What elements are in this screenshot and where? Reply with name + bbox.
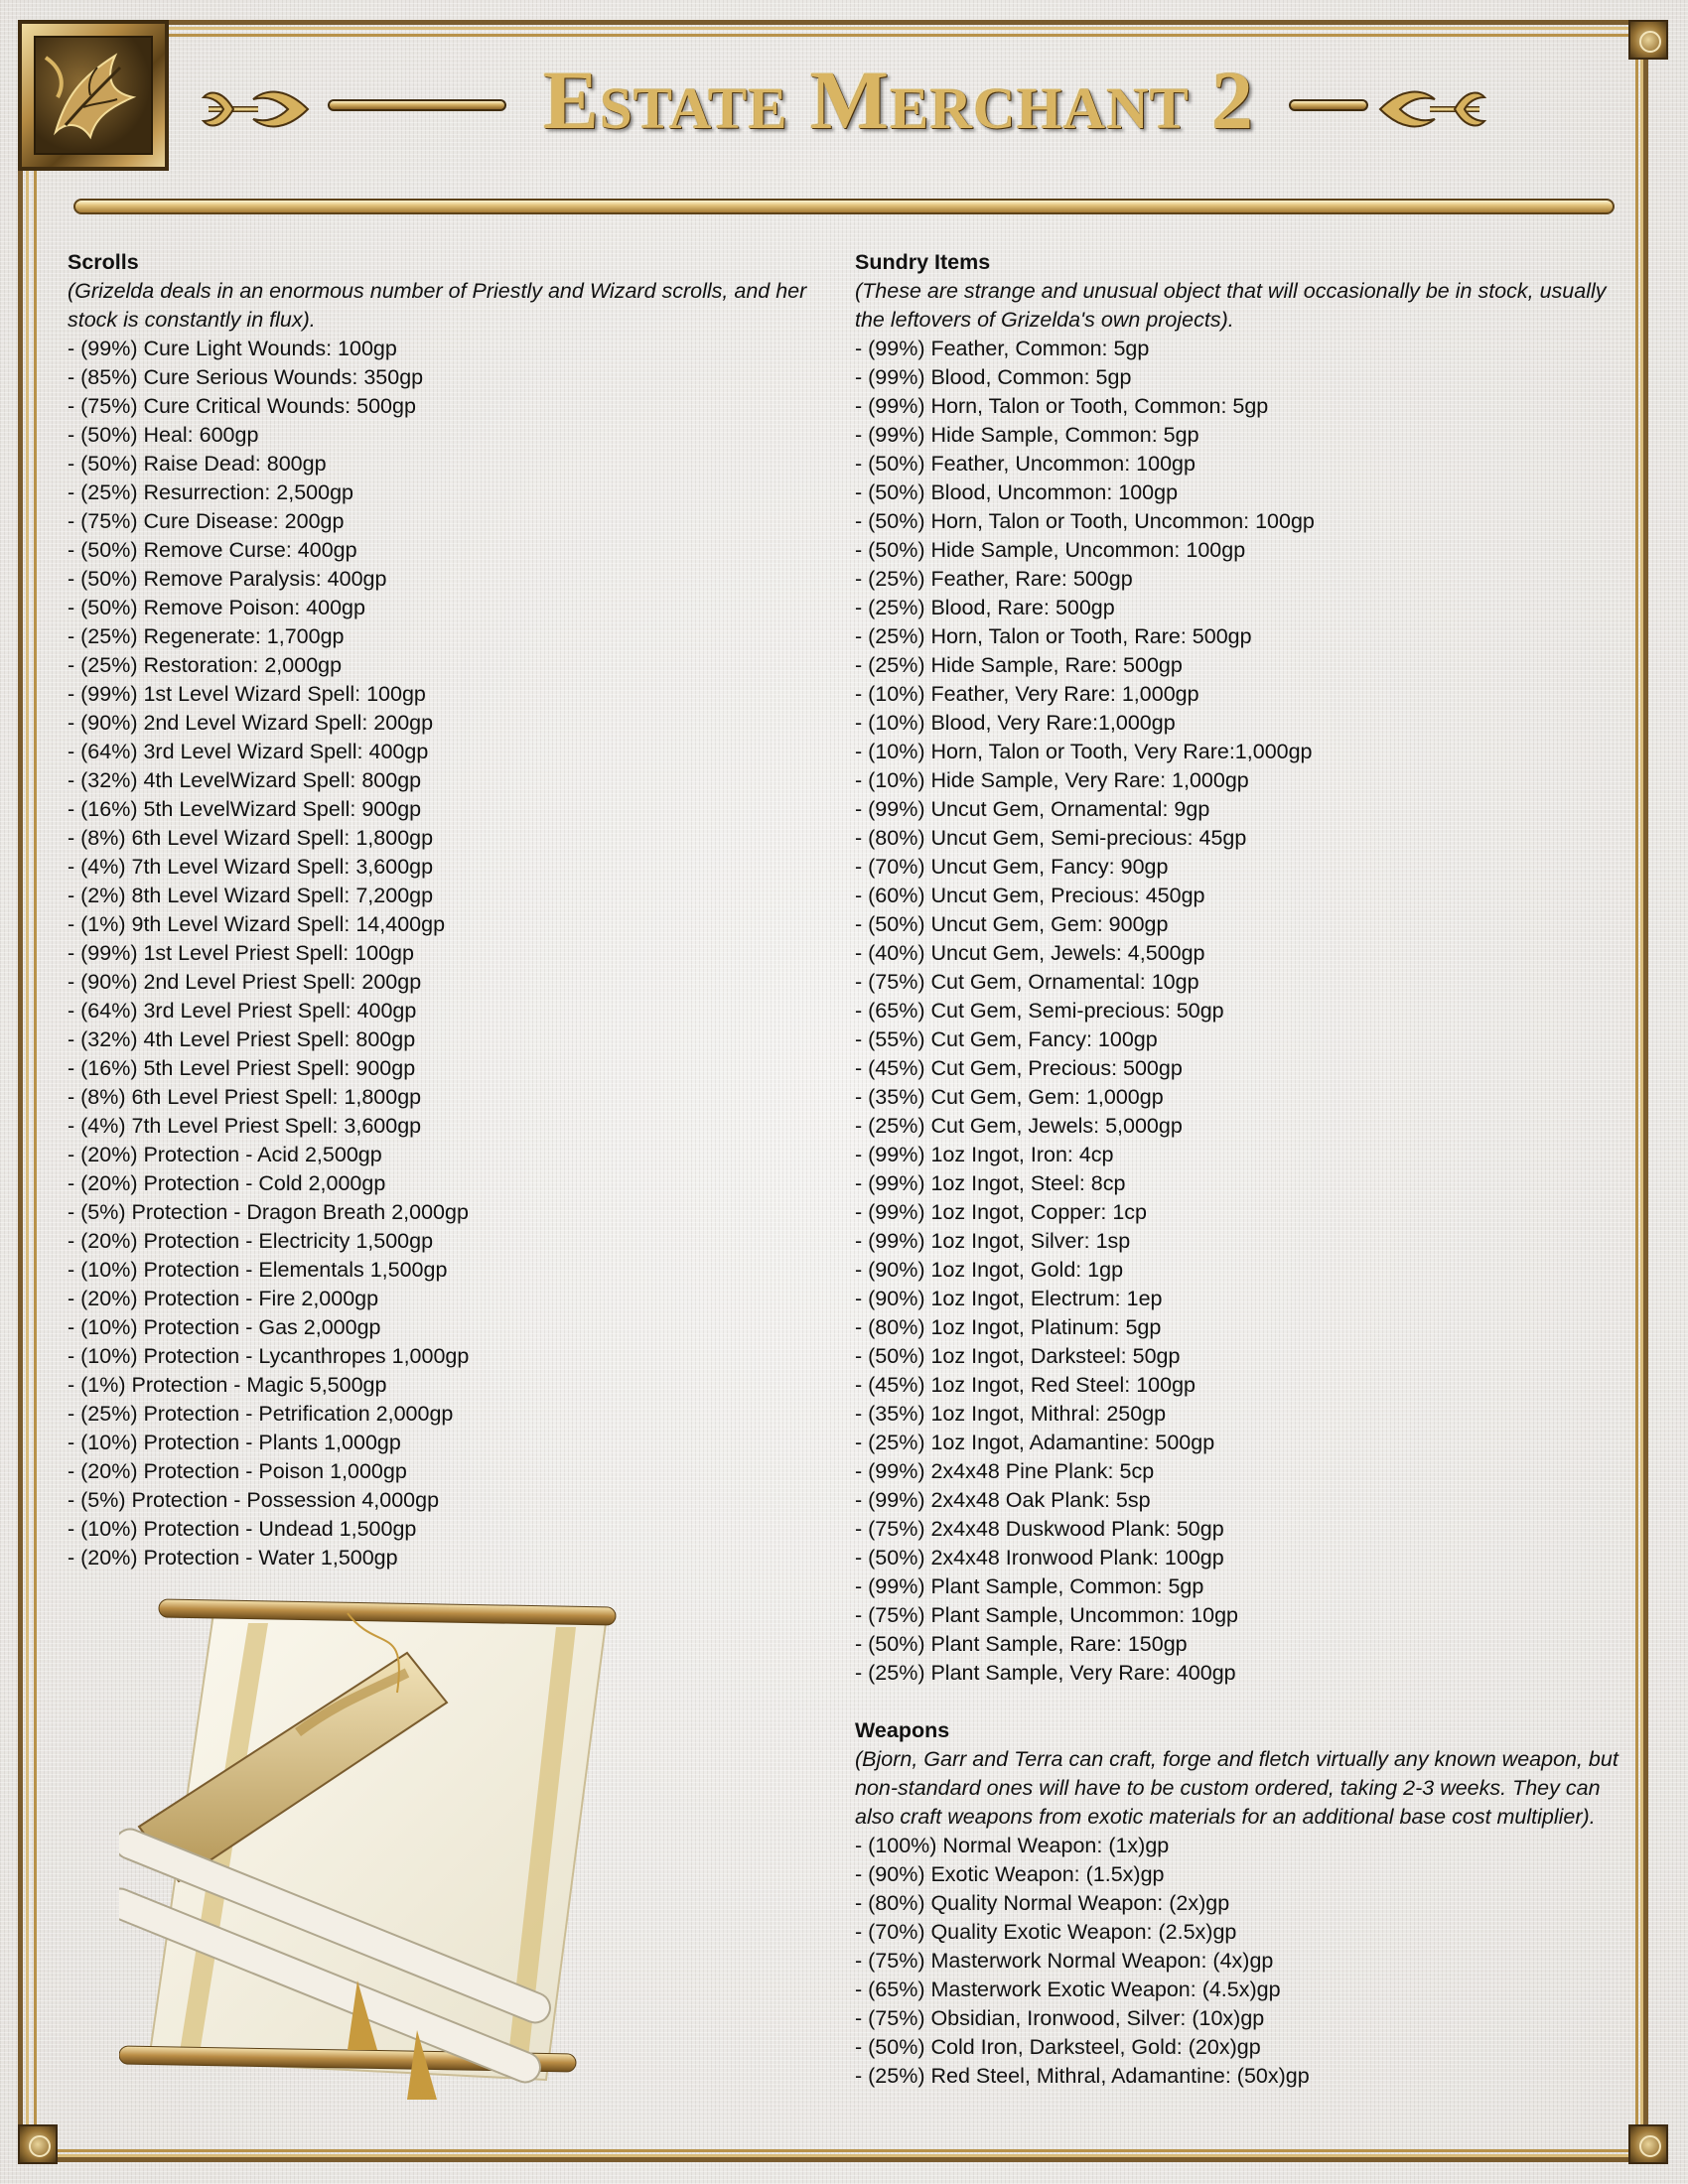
list-item: - (99%) 1oz Ingot, Iron: 4cp [855,1143,1114,1166]
list-item: - (45%) 1oz Ingot, Red Steel: 100gp [855,1373,1196,1397]
list-item: - (50%) 1oz Ingot, Darksteel: 50gp [855,1344,1181,1368]
weapons-section [855,1716,1629,2091]
list-item: - (70%) Quality Exotic Weapon: (2.5x)gp [855,1920,1237,1944]
section-spacer [855,1688,1629,1716]
list-item: - (45%) Cut Gem, Precious: 500gp [855,1056,1183,1080]
list-item: - (64%) 3rd Level Wizard Spell: 400gp [68,740,429,763]
list-item: - (85%) Cure Serious Wounds: 350gp [68,365,424,389]
list-item: - (1%) Protection - Magic 5,500gp [68,1373,387,1397]
list-item: - (16%) 5th Level Priest Spell: 900gp [68,1056,416,1080]
list-item: - (25%) Restoration: 2,000gp [68,653,343,677]
list-item: - (20%) Protection - Poison 1,000gp [68,1459,407,1483]
sundry-section [855,248,1629,1688]
list-item: - (35%) Cut Gem, Gem: 1,000gp [855,1085,1164,1109]
list-item: - (25%) Feather, Rare: 500gp [855,567,1133,591]
list-item: - (10%) Horn, Talon or Tooth, Very Rare:1,000gp [855,740,1313,763]
sundry-list [855,335,1629,1688]
corner-rosette-icon [1628,20,1668,60]
list-item: - (75%) Cut Gem, Ornamental: 10gp [855,970,1199,994]
list-item: - (50%) Feather, Uncommon: 100gp [855,452,1196,476]
list-item: - (10%) Blood, Very Rare:1,000gp [855,711,1176,735]
list-item: - (50%) Remove Poison: 400gp [68,596,365,619]
list-item: - (99%) 1oz Ingot, Steel: 8cp [855,1171,1126,1195]
list-item: - (50%) Plant Sample, Rare: 150gp [855,1632,1188,1656]
leaf-emblem-icon [18,20,169,171]
right-column [855,248,1629,2091]
list-item: - (20%) Protection - Acid 2,500gp [68,1143,382,1166]
list-item: - (50%) Heal: 600gp [68,423,259,447]
header-rule [73,199,1615,214]
list-item: - (4%) 7th Level Priest Spell: 3,600gp [68,1114,422,1138]
list-item: - (25%) Blood, Rare: 500gp [855,596,1115,619]
weapons-list [855,1832,1629,2091]
list-item: - (5%) Protection - Possession 4,000gp [68,1488,440,1512]
list-item: - (50%) Uncut Gem, Gem: 900gp [855,912,1169,936]
list-item: - (32%) 4th LevelWizard Spell: 800gp [68,768,422,792]
list-item: - (25%) Cut Gem, Jewels: 5,000gp [855,1114,1183,1138]
list-item: - (99%) 1st Level Priest Spell: 100gp [68,941,414,965]
list-item: - (25%) Hide Sample, Rare: 500gp [855,653,1183,677]
list-item: - (99%) Feather, Common: 5gp [855,337,1150,360]
list-item: - (5%) Protection - Dragon Breath 2,000gp [68,1200,469,1224]
list-item: - (99%) Blood, Common: 5gp [855,365,1132,389]
list-item: - (50%) Cold Iron, Darksteel, Gold: (20x)gp [855,2035,1261,2059]
list-item: - (75%) 2x4x48 Duskwood Plank: 50gp [855,1517,1224,1541]
list-item: - (99%) Hide Sample, Common: 5gp [855,423,1199,447]
list-item: - (80%) Quality Normal Weapon: (2x)gp [855,1891,1230,1915]
list-item: - (20%) Protection - Cold 2,000gp [68,1171,386,1195]
list-item: - (10%) Protection - Elementals 1,500gp [68,1258,448,1282]
list-item: - (75%) Cure Critical Wounds: 500gp [68,394,416,418]
list-item: - (75%) Obsidian, Ironwood, Silver: (10x)gp [855,2006,1265,2030]
list-item: - (50%) Remove Curse: 400gp [68,538,357,562]
list-item: - (70%) Uncut Gem, Fancy: 90gp [855,855,1169,879]
list-item: - (10%) Protection - Undead 1,500gp [68,1517,417,1541]
list-item: - (8%) 6th Level Priest Spell: 1,800gp [68,1085,422,1109]
list-item: - (50%) Blood, Uncommon: 100gp [855,480,1179,504]
scroll-illustration [119,1583,685,2119]
list-item: - (90%) Exotic Weapon: (1.5x)gp [855,1862,1165,1886]
list-item: - (1%) 9th Level Wizard Spell: 14,400gp [68,912,446,936]
list-item: - (25%) Resurrection: 2,500gp [68,480,354,504]
list-item: - (20%) Protection - Electricity 1,500gp [68,1229,434,1253]
list-item: - (75%) Cure Disease: 200gp [68,509,345,533]
list-item: - (100%) Normal Weapon: (1x)gp [855,1834,1170,1857]
list-item: - (10%) Protection - Lycanthropes 1,000gp [68,1344,470,1368]
list-item: - (99%) 1oz Ingot, Silver: 1sp [855,1229,1131,1253]
list-item: - (32%) 4th Level Priest Spell: 800gp [68,1027,416,1051]
list-item: - (4%) 7th Level Wizard Spell: 3,600gp [68,855,434,879]
list-item: - (25%) Regenerate: 1,700gp [68,624,345,648]
list-item: - (25%) 1oz Ingot, Adamantine: 500gp [855,1431,1215,1454]
title-bar-right [1289,99,1368,111]
list-item: - (90%) 2nd Level Priest Spell: 200gp [68,970,422,994]
list-item: - (50%) Horn, Talon or Tooth, Uncommon: 100gp [855,509,1315,533]
fleur-de-lis-left-icon [199,69,318,149]
list-item: - (2%) 8th Level Wizard Spell: 7,200gp [68,884,434,907]
page-title: Estate Merchant 2 [542,55,1255,147]
list-item: - (10%) Hide Sample, Very Rare: 1,000gp [855,768,1249,792]
list-item: - (40%) Uncut Gem, Jewels: 4,500gp [855,941,1205,965]
list-item: - (25%) Horn, Talon or Tooth, Rare: 500gp [855,624,1252,648]
list-item: - (90%) 1oz Ingot, Gold: 1gp [855,1258,1124,1282]
corner-rosette-icon [18,2124,58,2164]
list-item: - (99%) 1st Level Wizard Spell: 100gp [68,682,426,706]
list-item: - (80%) 1oz Ingot, Platinum: 5gp [855,1315,1162,1339]
weapons-heading: Weapons [855,1718,950,1742]
list-item: - (99%) 2x4x48 Pine Plank: 5cp [855,1459,1155,1483]
list-item: - (65%) Masterwork Exotic Weapon: (4.5x)gp [855,1978,1281,2001]
sundry-heading: Sundry Items [855,250,991,274]
scrolls-section [68,248,852,1572]
scrolls-heading: Scrolls [68,250,139,274]
list-item: - (25%) Plant Sample, Very Rare: 400gp [855,1661,1236,1685]
list-item: - (35%) 1oz Ingot, Mithral: 250gp [855,1402,1167,1426]
list-item: - (75%) Plant Sample, Uncommon: 10gp [855,1603,1238,1627]
list-item: - (25%) Protection - Petrification 2,000gp [68,1402,454,1426]
list-item: - (99%) Plant Sample, Common: 5gp [855,1574,1204,1598]
list-item: - (99%) 1oz Ingot, Copper: 1cp [855,1200,1147,1224]
corner-rosette-icon [1628,2124,1668,2164]
list-item: - (50%) Remove Paralysis: 400gp [68,567,387,591]
list-item: - (50%) 2x4x48 Ironwood Plank: 100gp [855,1546,1224,1570]
list-item: - (50%) Raise Dead: 800gp [68,452,327,476]
list-item: - (20%) Protection - Fire 2,000gp [68,1287,379,1310]
list-item: - (90%) 2nd Level Wizard Spell: 200gp [68,711,434,735]
list-item: - (25%) Red Steel, Mithral, Adamantine: (50x)gp [855,2064,1310,2088]
list-item: - (16%) 5th LevelWizard Spell: 900gp [68,797,422,821]
list-item: - (20%) Protection - Water 1,500gp [68,1546,398,1570]
list-item: - (60%) Uncut Gem, Precious: 450gp [855,884,1205,907]
list-item: - (99%) Horn, Talon or Tooth, Common: 5gp [855,394,1269,418]
list-item: - (65%) Cut Gem, Semi-precious: 50gp [855,999,1224,1023]
list-item: - (99%) Uncut Gem, Ornamental: 9gp [855,797,1210,821]
list-item: - (10%) Protection - Gas 2,000gp [68,1315,381,1339]
list-item: - (99%) 2x4x48 Oak Plank: 5sp [855,1488,1151,1512]
fleur-de-lis-right-icon [1370,69,1489,149]
list-item: - (64%) 3rd Level Priest Spell: 400gp [68,999,417,1023]
list-item: - (55%) Cut Gem, Fancy: 100gp [855,1027,1158,1051]
list-item: - (90%) 1oz Ingot, Electrum: 1ep [855,1287,1163,1310]
scrolls-note: (Grizelda deals in an enormous number of Priestly and Wizard scrolls, and her stock is constantly in flux). [68,279,807,332]
list-item: - (75%) Masterwork Normal Weapon: (4x)gp [855,1949,1274,1973]
title-bar-left [328,99,506,111]
list-item: - (99%) Cure Light Wounds: 100gp [68,337,397,360]
sundry-note: (These are strange and unusual object that will occasionally be in stock, usually the leftovers of Grizelda's own projects). [855,279,1607,332]
weapons-note: (Bjorn, Garr and Terra can craft, forge and fletch virtually any known weapon, but non-standard ones will have to be custom ordered, taking 2-3 weeks. They can also craft weapons from exotic materials for an additional base cost multiplier). [855,1747,1618,1829]
list-item: - (50%) Hide Sample, Uncommon: 100gp [855,538,1246,562]
list-item: - (10%) Protection - Plants 1,000gp [68,1431,401,1454]
list-item: - (8%) 6th Level Wizard Spell: 1,800gp [68,826,434,850]
list-item: - (80%) Uncut Gem, Semi-precious: 45gp [855,826,1247,850]
scrolls-list [68,335,852,1572]
list-item: - (10%) Feather, Very Rare: 1,000gp [855,682,1199,706]
